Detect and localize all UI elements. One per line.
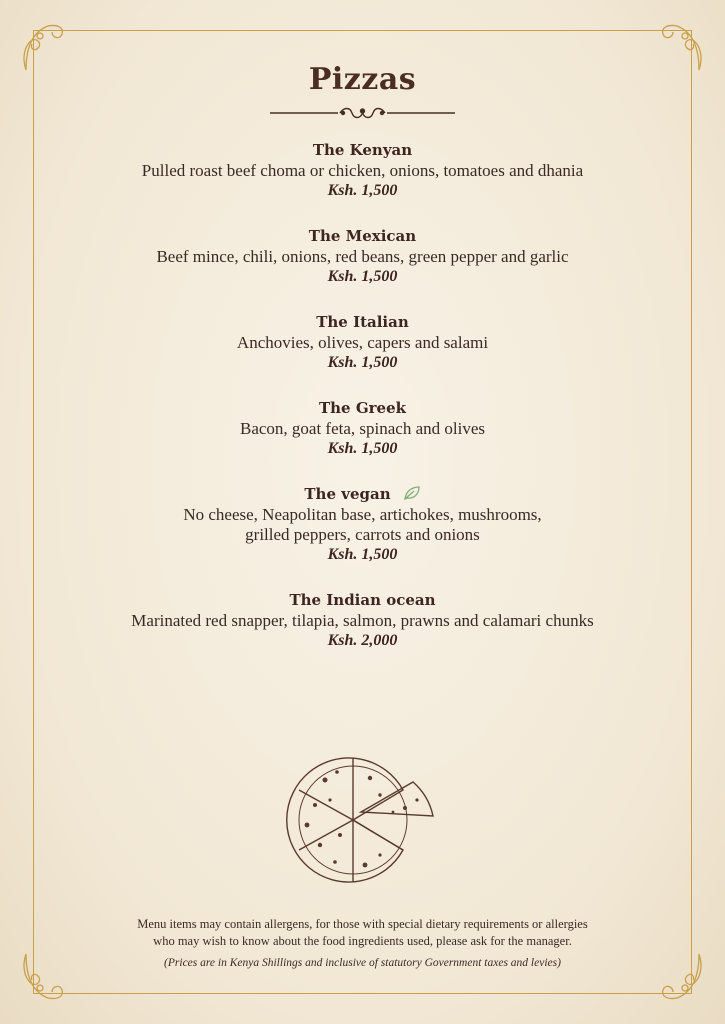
item-description: Beef mince, chili, onions, red beans, green pepper and garlic bbox=[156, 247, 569, 266]
item-name: The vegan bbox=[304, 485, 391, 503]
item-description: Bacon, goat feta, spinach and olives bbox=[239, 419, 485, 438]
item-description: No cheese, Neapolitan base, artichokes, mushrooms, bbox=[183, 505, 542, 524]
menu-item bbox=[0, 312, 725, 373]
menu-item bbox=[0, 590, 725, 651]
item-description: Anchovies, olives, capers and salami bbox=[236, 333, 489, 352]
menu-item bbox=[0, 484, 725, 565]
item-name: The Indian ocean bbox=[289, 591, 436, 609]
item-description: Pulled roast beef choma or chicken, onions, tomatoes and dhania bbox=[141, 161, 584, 180]
ornamental-divider-icon bbox=[270, 104, 455, 122]
item-name: The Mexican bbox=[308, 227, 417, 245]
item-price: Ksh. 1,500 bbox=[327, 440, 398, 457]
allergen-notice-line1: Menu items may contain allergens, for those with special dietary requirements or allergies bbox=[137, 917, 588, 931]
item-price: Ksh. 1,500 bbox=[327, 182, 398, 199]
item-description-line2: grilled peppers, carrots and onions bbox=[245, 525, 480, 544]
item-name: The Kenyan bbox=[312, 141, 413, 159]
page-title: Pizzas bbox=[308, 62, 417, 97]
item-name: The Greek bbox=[318, 399, 407, 417]
tax-note: (Prices are in Kenya Shillings and inclusive of statutory Government taxes and levies) bbox=[164, 957, 561, 969]
pizza-illustration-icon bbox=[285, 750, 440, 890]
menu-item bbox=[0, 140, 725, 201]
item-price: Ksh. 1,500 bbox=[327, 354, 398, 371]
footer bbox=[0, 916, 725, 969]
item-description: Marinated red snapper, tilapia, salmon, prawns and calamari chunks bbox=[131, 611, 594, 630]
item-name-row bbox=[0, 484, 725, 505]
menu-item bbox=[0, 226, 725, 287]
item-price: Ksh. 2,000 bbox=[327, 632, 398, 649]
item-price: Ksh. 1,500 bbox=[327, 268, 398, 285]
menu-items bbox=[0, 140, 725, 676]
leaf-icon bbox=[403, 485, 421, 501]
item-name: The Italian bbox=[316, 313, 409, 331]
allergen-notice-line2: who may wish to know about the food ingredients used, please ask for the manager. bbox=[153, 934, 572, 948]
menu-item bbox=[0, 398, 725, 459]
item-price: Ksh. 1,500 bbox=[327, 546, 398, 563]
